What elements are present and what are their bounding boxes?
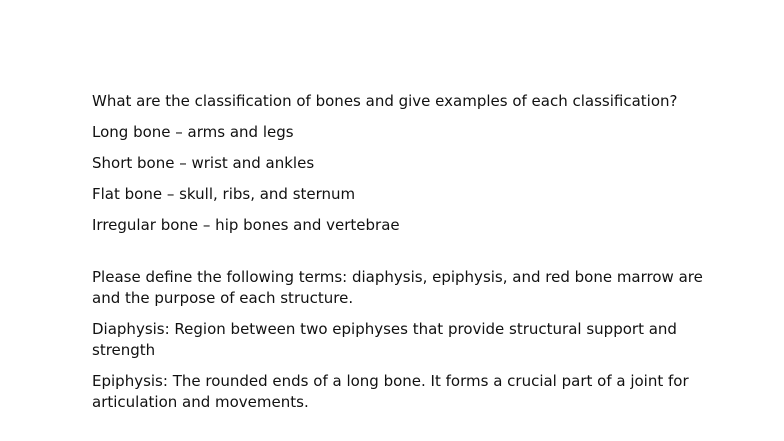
answer-diaphysis: Diaphysis: Region between two epiphyses that provide structural support and strength xyxy=(92,320,677,359)
question-define-terms: Please define the following terms: diaphysis, epiphysis, and red bone marrow are and the purpose of each structure. xyxy=(92,268,703,307)
question-bone-classification: What are the classification of bones and give examples of each classification? xyxy=(92,92,678,110)
document-body xyxy=(92,91,704,423)
answer-flat-bone: Flat bone – skull, ribs, and sternum xyxy=(92,185,356,203)
answer-epiphysis: Epiphysis: The rounded ends of a long bone. It forms a crucial part of a joint for articulation and movements. xyxy=(92,372,689,411)
answer-irregular-bone: Irregular bone – hip bones and vertebrae xyxy=(92,216,400,234)
answer-short-bone: Short bone – wrist and ankles xyxy=(92,154,315,172)
answer-long-bone: Long bone – arms and legs xyxy=(92,123,294,141)
